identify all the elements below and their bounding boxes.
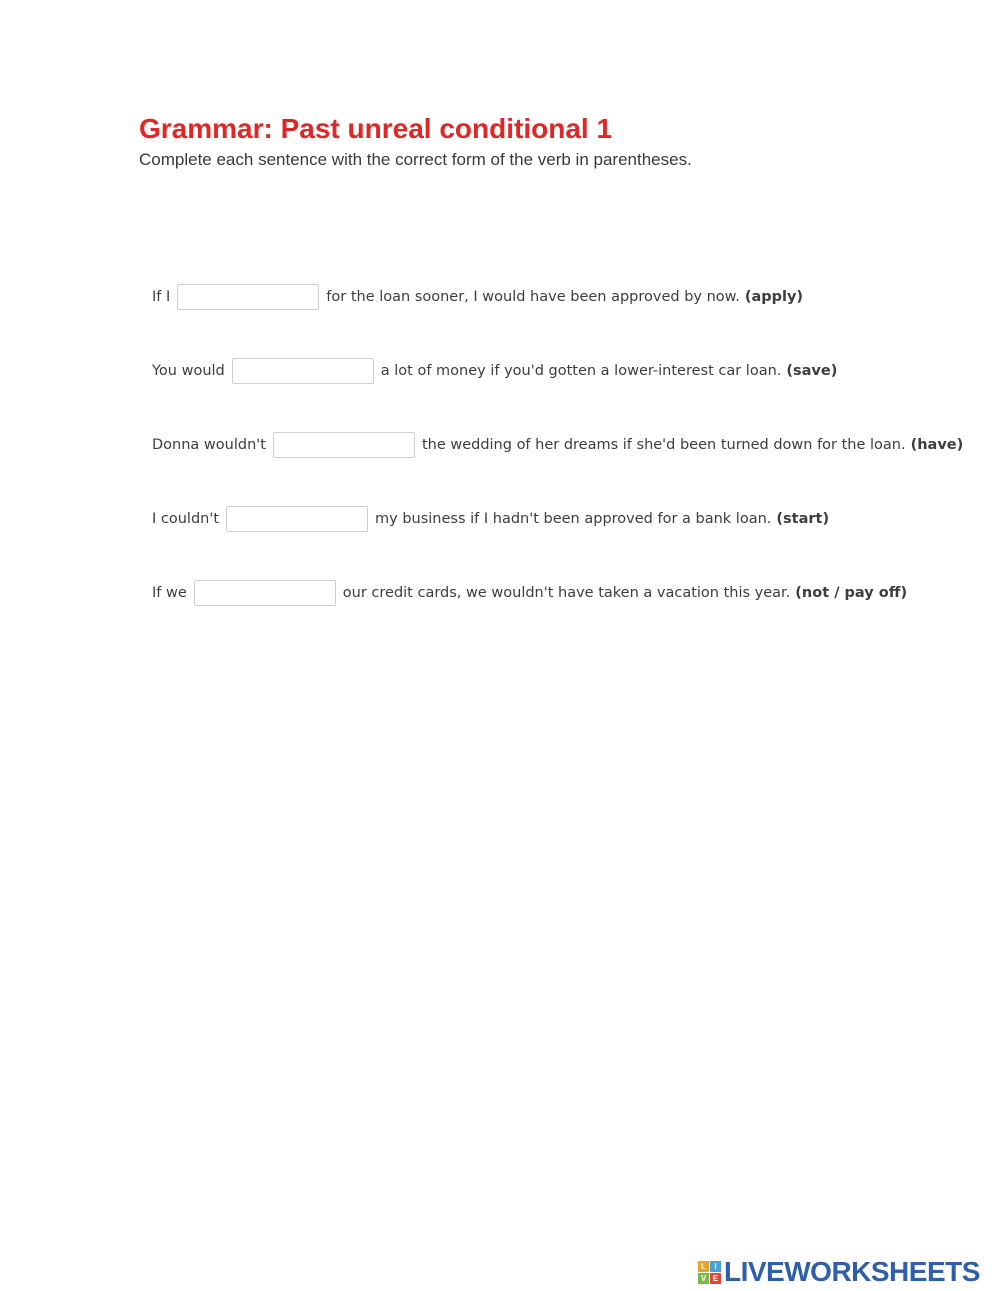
liveworksheets-brand <box>698 1256 980 1288</box>
answer-input-3[interactable] <box>273 432 415 458</box>
question-4-hint: (start) <box>776 511 830 527</box>
brand-wordmark: LIVEWORKSHEETS <box>724 1256 980 1287</box>
question-4 <box>152 504 829 534</box>
answer-input-4[interactable] <box>226 506 368 532</box>
question-3 <box>152 430 963 460</box>
answer-input-1[interactable] <box>177 284 319 310</box>
instructions: Complete each sentence with the correct form of the verb in parentheses. <box>139 150 692 169</box>
question-2-hint: (save) <box>786 363 838 379</box>
question-2 <box>152 356 837 386</box>
question-4-after: my business if I hadn't been approved for a bank loan. <box>375 511 772 527</box>
question-1 <box>152 282 803 312</box>
question-3-hint: (have) <box>910 437 964 453</box>
answer-input-5[interactable] <box>194 580 336 606</box>
question-2-after: a lot of money if you'd gotten a lower-interest car loan. <box>380 363 782 379</box>
question-3-before: Donna wouldn't <box>152 437 266 453</box>
question-2-before: You would <box>152 363 225 379</box>
question-4-before: I couldn't <box>152 511 220 527</box>
question-1-after: for the loan sooner, I would have been approved by now. <box>326 289 740 305</box>
liveworksheets-logo-icon: L I V E <box>698 1261 721 1284</box>
question-3-after: the wedding of her dreams if she'd been turned down for the loan. <box>421 437 906 453</box>
question-1-hint: (apply) <box>744 289 804 305</box>
question-1-before: If I <box>152 289 171 305</box>
question-5-after: our credit cards, we wouldn't have taken a vacation this year. <box>342 585 791 601</box>
answer-input-2[interactable] <box>232 358 374 384</box>
page-title: Grammar: Past unreal conditional 1 <box>139 113 613 144</box>
question-5 <box>152 578 907 608</box>
question-5-hint: (not / pay off) <box>795 585 908 601</box>
question-5-before: If we <box>152 585 187 601</box>
